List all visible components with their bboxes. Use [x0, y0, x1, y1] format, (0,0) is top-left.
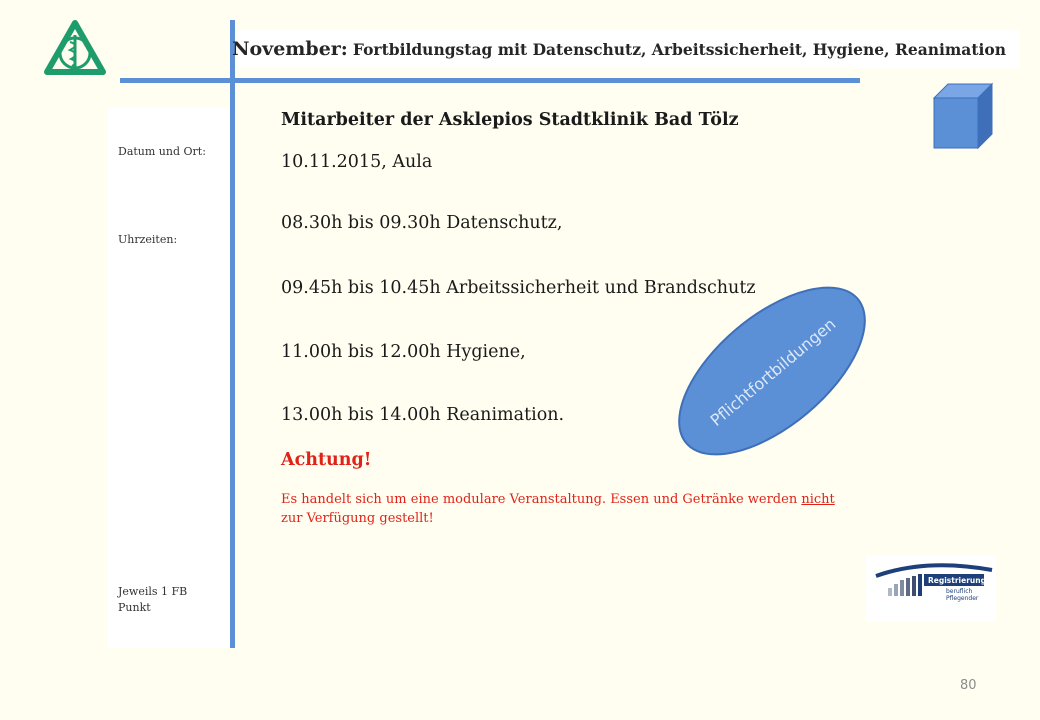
note-emphasis: nicht — [801, 492, 835, 507]
title-subject: Fortbildungstag mit Datenschutz, Arbeitssicherheit, Hygiene, Reanimation — [352, 39, 1006, 59]
uhrzeiten-label: Uhrzeiten: — [118, 233, 178, 246]
audience-heading: Mitarbeiter der Asklepios Stadtklinik Bad Tölz — [281, 110, 739, 130]
reg-line3: Pflegender — [946, 595, 979, 602]
session-item: 08.30h bis 09.30h Datenschutz, — [281, 213, 563, 233]
page-number: 80 — [960, 678, 977, 693]
warning-heading: Achtung! — [281, 450, 372, 470]
reg-line1: Registrierung — [928, 576, 986, 585]
session-item: 09.45h bis 10.45h Arbeitssicherheit und Brandschutz — [281, 278, 756, 298]
warning-note — [281, 490, 851, 528]
registration-logo-icon — [866, 556, 996, 622]
page-title — [232, 30, 1020, 68]
asklepios-logo-icon — [44, 20, 106, 76]
horizontal-divider — [120, 78, 860, 83]
fb-points-label: Jeweils 1 FB Punkt — [118, 585, 188, 614]
reg-line2: beruflich — [946, 588, 973, 595]
title-month: November: — [232, 38, 348, 60]
cube-icon — [926, 80, 996, 152]
datum-label: Datum und Ort: — [118, 145, 206, 158]
badge-text: Pflichtfortbildungen — [706, 314, 840, 430]
session-item: 11.00h bis 12.00h Hygiene, — [281, 342, 526, 362]
mandatory-training-badge — [662, 286, 882, 456]
note-text-end: zur Verfügung gestellt! — [281, 511, 434, 526]
vertical-divider — [230, 20, 235, 648]
note-text: Es handelt sich um eine modulare Veranstaltung. Essen und Getränke werden — [281, 492, 802, 507]
session-item: 13.00h bis 14.00h Reanimation. — [281, 405, 565, 425]
date-place: 10.11.2015, Aula — [281, 152, 433, 172]
sidebar-panel — [108, 108, 230, 648]
